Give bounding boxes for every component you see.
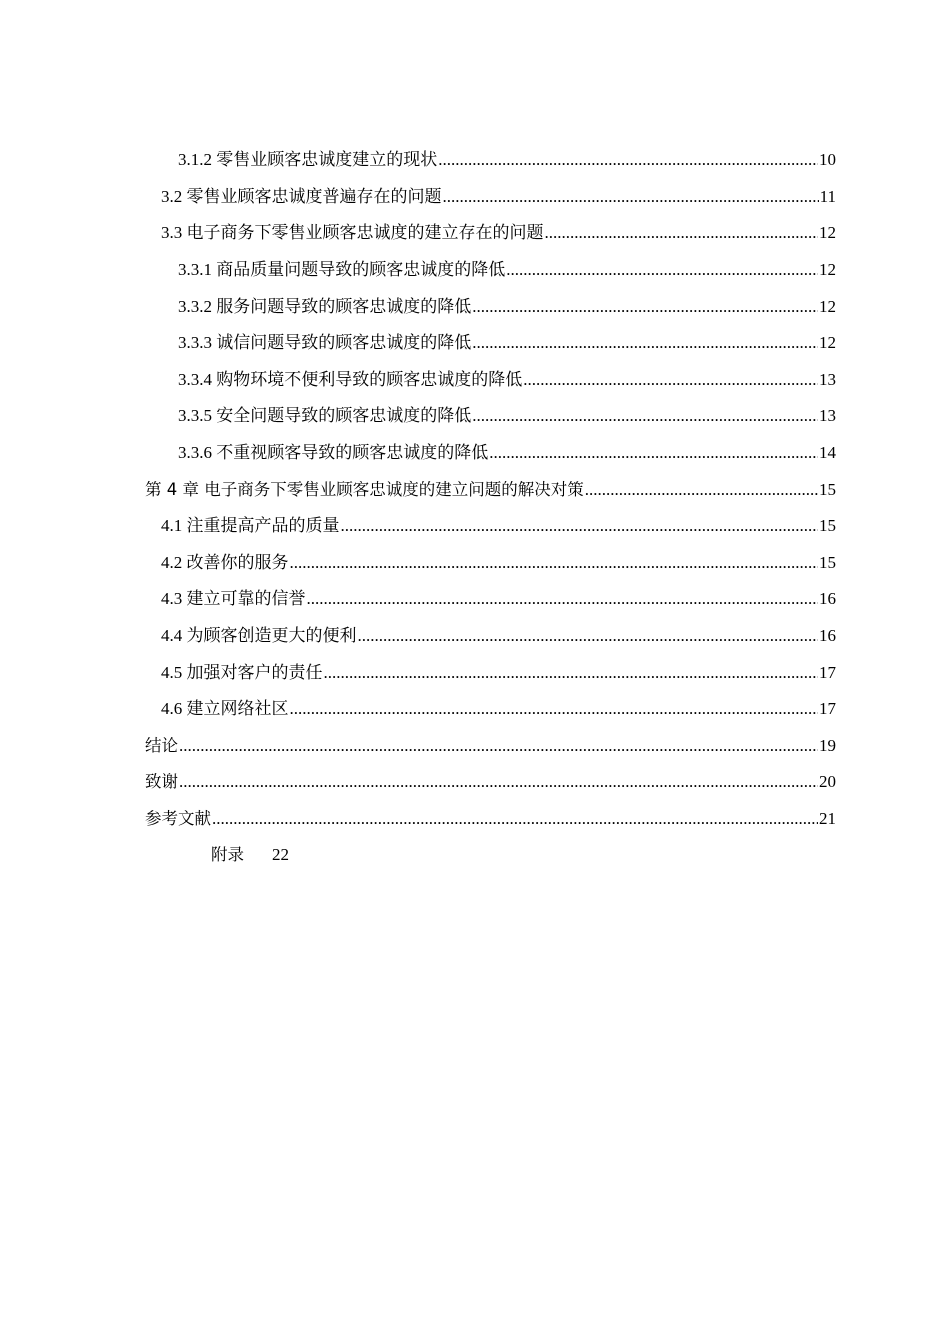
toc-entry[interactable] (0, 581, 950, 618)
toc-dot-leader (523, 370, 818, 390)
toc-entry-title: 3.3.3 诚信问题导致的顾客忠诚度的降低 (178, 333, 472, 353)
toc-entry-page: 19 (819, 735, 836, 755)
toc-entry-title: 3.3.1 商品质量问题导致的顾客忠诚度的降低 (178, 260, 506, 280)
toc-dot-leader (472, 406, 818, 426)
toc-entry-title: 第 4 章 电子商务下零售业顾客忠诚度的建立问题的解决对策 (145, 479, 584, 499)
toc-chapter-entry[interactable] (0, 471, 950, 508)
toc-entry-title: 3.1.2 零售业顾客忠诚度建立的现状 (178, 150, 438, 170)
toc-entry-page: 10 (819, 150, 836, 170)
appendix-label: 附录 (211, 845, 244, 864)
toc-dot-leader (341, 516, 819, 536)
toc-entry-page: 16 (819, 626, 836, 646)
toc-dot-leader (179, 736, 818, 756)
toc-entry-page: 20 (819, 772, 836, 792)
toc-entry-title: 4.3 建立可靠的信誉 (161, 589, 306, 609)
toc-entry[interactable] (0, 435, 950, 472)
toc-appendix-entry[interactable] (211, 844, 289, 866)
toc-entry-page: 12 (819, 223, 836, 243)
toc-dot-leader (443, 187, 819, 207)
toc-entry-page: 16 (819, 589, 836, 609)
toc-dot-leader (307, 589, 819, 609)
toc-entry-title: 3.3 电子商务下零售业顾客忠诚度的建立存在的问题 (161, 223, 544, 243)
table-of-contents (0, 142, 950, 837)
toc-dot-leader (438, 150, 818, 170)
toc-entry-title: 4.5 加强对客户的责任 (161, 662, 323, 682)
toc-entry-title: 3.3.2 服务问题导致的顾客忠诚度的降低 (178, 296, 472, 316)
toc-chapter-entry[interactable] (0, 764, 950, 801)
toc-entry[interactable] (0, 362, 950, 399)
appendix-page: 22 (272, 845, 289, 864)
toc-entry-title: 3.2 零售业顾客忠诚度普遍存在的问题 (161, 186, 442, 206)
toc-entry[interactable] (0, 398, 950, 435)
toc-dot-leader (545, 223, 819, 243)
toc-entry-title: 4.4 为顾客创造更大的便利 (161, 626, 357, 646)
toc-entry-title: 4.6 建立网络社区 (161, 699, 289, 719)
toc-entry-title: 致谢 (145, 772, 178, 792)
toc-dot-leader (472, 297, 818, 317)
toc-dot-leader (489, 443, 818, 463)
toc-dot-leader (290, 553, 819, 573)
toc-entry[interactable] (0, 215, 950, 252)
toc-entry[interactable] (0, 545, 950, 582)
toc-entry-page: 13 (819, 369, 836, 389)
toc-entry-page: 14 (819, 443, 836, 463)
toc-dot-leader (358, 626, 819, 646)
toc-dot-leader (212, 809, 818, 829)
toc-entry[interactable] (0, 252, 950, 289)
toc-entry[interactable] (0, 691, 950, 728)
toc-entry[interactable] (0, 142, 950, 179)
toc-entry-title: 3.3.5 安全问题导致的顾客忠诚度的降低 (178, 406, 472, 426)
toc-entry[interactable] (0, 179, 950, 216)
toc-entry-page: 11 (819, 186, 836, 206)
toc-entry-page: 21 (819, 808, 836, 828)
toc-entry-page: 12 (819, 333, 836, 353)
toc-dot-leader (324, 663, 819, 683)
toc-entry[interactable] (0, 654, 950, 691)
toc-entry-page: 17 (819, 699, 836, 719)
toc-dot-leader (179, 772, 818, 792)
toc-entry-page: 17 (819, 662, 836, 682)
toc-dot-leader (472, 333, 818, 353)
toc-dot-leader (506, 260, 818, 280)
toc-entry-title: 3.3.4 购物环境不便利导致的顾客忠诚度的降低 (178, 369, 523, 389)
toc-entry-title: 3.3.6 不重视顾客导致的顾客忠诚度的降低 (178, 443, 489, 463)
toc-entry-page: 12 (819, 260, 836, 280)
toc-entry-title: 4.1 注重提高产品的质量 (161, 516, 340, 536)
toc-entry[interactable] (0, 508, 950, 545)
toc-dot-leader (290, 699, 819, 719)
toc-chapter-entry[interactable] (0, 801, 950, 838)
toc-entry-page: 12 (819, 296, 836, 316)
toc-entry[interactable] (0, 618, 950, 655)
toc-entry-title: 4.2 改善你的服务 (161, 552, 289, 572)
toc-chapter-entry[interactable] (0, 728, 950, 765)
toc-entry-page: 15 (819, 479, 836, 499)
toc-entry-page: 15 (819, 516, 836, 536)
toc-entry-title: 结论 (145, 735, 178, 755)
toc-entry[interactable] (0, 288, 950, 325)
toc-entry-title: 参考文献 (145, 808, 211, 828)
toc-entry[interactable] (0, 325, 950, 362)
toc-dot-leader (585, 480, 818, 500)
toc-entry-page: 15 (819, 552, 836, 572)
toc-entry-page: 13 (819, 406, 836, 426)
